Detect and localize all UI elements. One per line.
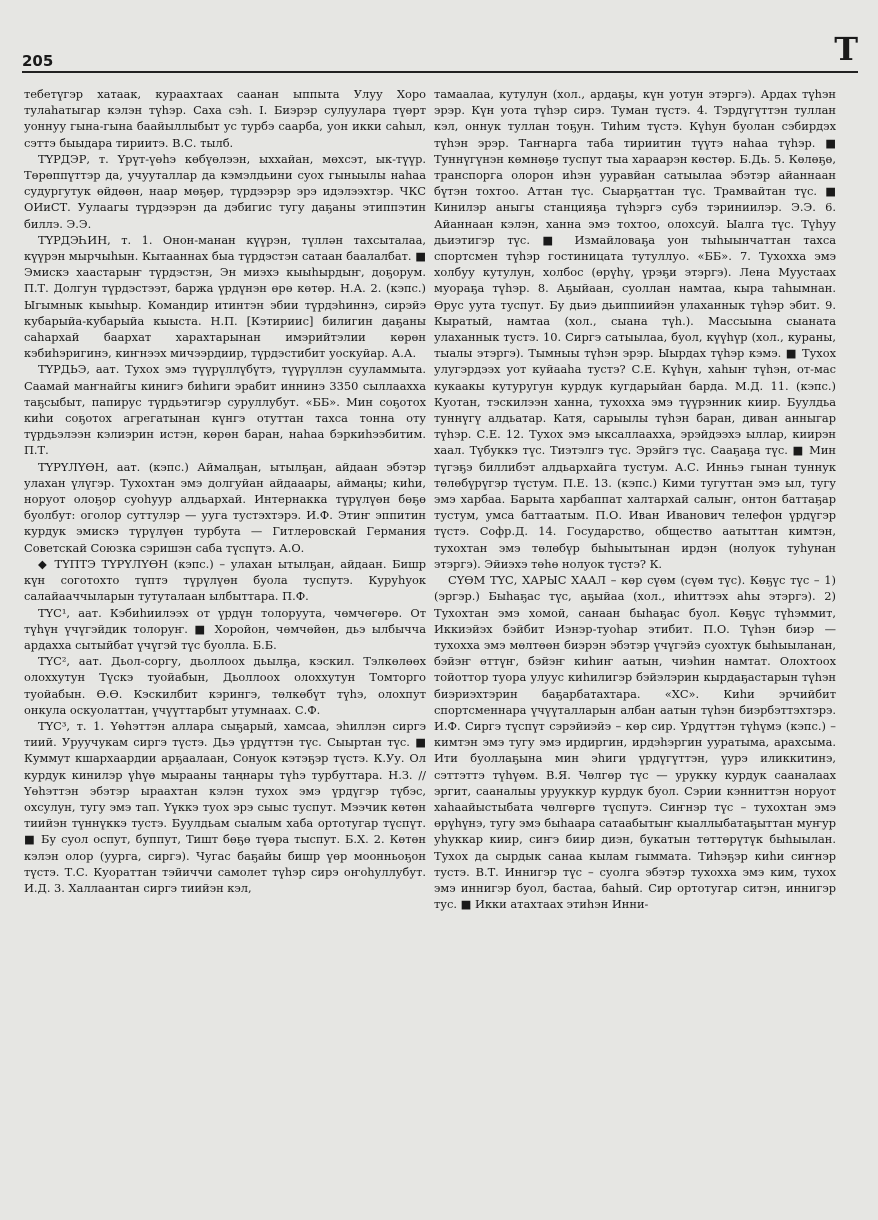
page-number: 205 bbox=[22, 52, 54, 70]
entry-continuation: тебетүгэр хатаак, кураахтаах саанан ыппыта Улуу Хоро тулаһатыгар кэлэн түһэр. Саха сэһ. I. Биэрэр сулуулара түөрт уоннуу гына-гына баайыллыбыт ус турбэ саарба, уон икки саһыл, сэттэ быыдара тириитэ. В.С. тылб. bbox=[24, 87, 426, 150]
entry-tus-3: ТҮС³, т. 1. Үөһэттэн аллара сыҕарый, хамсаа, эһиллэн сиргэ тиий. Уруучукам сиргэ түстэ. Дьэ үрдүттэн түс. Сыыртан түс. ■ Куммут кшархаардии арҕаалаан, Сонуок кэтэҕэр түстэ. К.Уу. Ол курдук кинилэр үһүө мырааны таңнары түһэ турбуттара. Н.З. // Үөһэттэн эбэтэр ыраахтан кэлэн тухох эмэ үрдүгэр түбэс, охсулун, тугу эмэ тап. Үүккэ туох эрэ сыыс туспут. Мээчик көтөн тиийэн түннүккэ тустэ. Буулдьам сыалым хаба ортотугар түспүт. ■ Бу суол оспут, буппут, Тишт бөҕө түөра тыспут. Б.Х. 2. Көтөн кэлэн олор (уурга, сиргэ). Чугас баҕайы бишр үөр моонньоҕон түстэ. Т.С. Куораттан тэйиччи самолет түһэр сирэ оҥоһуллубут. И.Д. 3. Халлаантан сиргэ тиийэн кэл, bbox=[24, 718, 426, 895]
right-column bbox=[434, 86, 836, 912]
entry-tupte-turuluon: ◆ ТҮПТЭ ТҮРҮЛҮӨН (кэпс.) – улахан ытылҕан, айдаан. Бишр күн соготохто түптэ түрүлүөн буола туспутэ. Куруһуок салайааччыларын тутуталаан ылбыттара. П.Ф. bbox=[24, 556, 426, 604]
left-column bbox=[24, 86, 426, 896]
entry-turdye: ТҮРДЬЭ, аат. Тухох эмэ түүрүллүбүтэ, түүрүллэн сууламмыта. Саамай маҥнайгы кинигэ биһиги эрабит иннинэ 3350 сыллаахха таҕсыбыт, папирус түрдьэтигэр суруллубут. «ББ». Мин соҕотох киһи соҕотох агрегатынан күнгэ отуттан тахса тонна оту түрдьэлээн кэлиэрин истэн, көрөн баран, наһаа бэркиһээбитим. П.Т. bbox=[24, 362, 426, 458]
page-header bbox=[22, 30, 858, 72]
entry-turdehin: ТҮРДЭҺИН, т. 1. Онон-манан күүрэн, түллән тахсыталаа, күүрэн мырчыһын. Кытааннах быа түрдэстэн сатаан баалалбат. ■ Эмискэ хаастарыҥ түрдэстэн, Эн миэхэ кыыһырдыҥ, доҕорум. П.Т. Долгун түрдэстээт, баржа үрдүнэн өрө көтөр. Н.А. 2. (кэпс.) Ыгымнык кыыһыр. Командир итинтэн эбии түрдэһиннэ, сирэйэ кубарыйа-кубарыйа кыыста. Н.П. [Кэтириис] билигин даҕаны саһархай баархат харахтарынан имэрийтэлии көрөн кэбиһэригинэ, киҥнээх мичээрдиир, түрдэстибит уоскуйар. А.А. bbox=[24, 232, 426, 361]
section-letter: Т bbox=[834, 30, 858, 68]
entry-phrases: СҮӨМ ТҮС, ХАРЫС ХААЛ – көр сүөм (сүөм түс). Көҕүс түс – 1) (эргэр.) Быһаҕас түс, аҕыйаа (хол., иһиттээх аһы этэргэ). 2) Тухохтан эмэ хомой, санаан быһаҕас буол. Көҕүс түһэммит, Иккиэйэх бэйбит Иэнэр-туоһар этибит. П.О. Түһэн биэр — тухохха эмэ мөлтөөн биэрэн эбэтэр үчүгэйэ суохтук быһыыланан, бэйэҥ өттүҥ, бэйэҥ киһиҥ аатын, чиэһин намтат. Олохтоох тойоттор туора улуус киһилигэр бэйэлэрин кырдаҕастарын түһэн биэриэхтэрин баҕарбатахтара. «ХС». Киһи эрчийбит спортсменнара үчүүталларын албан аатын түһэн биэрбэттэхтэрэ. И.Ф. Сиргэ түспүт сэрэйиэйэ – көр сир. Үрдүттэн түһүмэ (кэпс.) – кимтэн эмэ тугу эмэ ирдиргин, ирдэһэргин ууратыма, арахсыма. Ити буоллаҕына мин эһиги үрдүгүттэн, үурэ иликкитинэ, сэттэттэ түһүөм. В.Я. Чөлгөр түс — урукку курдук сааналаах эргит, сааналыы урууккур курдук буол. Сэрии кэнниттэн норуот хаһаайыстыбата чөлгөргө түспутэ. Сиҥнэр түс – тухохтан эмэ өрүһүнэ, тугу эмэ быһаара сатаабытыҥ кыаллыбатаҕыттан муҥур уһуккар киир, сиҥэ биир диэн, букатын төттөрүтүк быһыылан. Тухох да сырдык санаа кылам гыммата. Тиһэҕэр киһи сиҥнэр тустэ. В.Т. Иннигэр түс – суолга эбэтэр тухохха эмэ ким, тухох эмэ иннигэр буол, бастаа, баһый. Сир ортотугар ситэн, иннигэр тус. ■ Икки атахтаах этиһэн Инни- bbox=[434, 573, 836, 912]
entry-tus-1: ТҮС¹, аат. Кэбиһиилээх от үрдүн толоруута, чөмчөгөрө. От түһүн үчүгэйдик толоруҥ. ■ Хоройон, чөмчөйөн, дьэ ылбычча ардахха сытыйбат үчүгэй түс буолла. Б.Б. bbox=[24, 605, 426, 652]
entry-tus-2: ТҮС², аат. Дьол-соргу, дьоллоох дьылҕа, кэскил. Тэлкөлөөх олоххутун Түскэ туойабын, Дьоллоох олоххутун Томторго туойабын. Ө.Ө. Кэскилбит кэрингэ, төлкөбүт түһэ, олохпут онкула оскуолаттан, үчүүттарбыт утумнаах. С.Ф. bbox=[24, 654, 426, 717]
entry-tus-3-continued: тамаалаа, кутулун (хол., ардаҕы, күн уотун этэргэ). Ардах түһэн эрэр. Күн уота түһэр сирэ. Туман түстэ. 4. Тэрдүгүттэн туллан кэл, оннук туллан тоҕун. Тиһим түстэ. Күһун буолан сэбирдэх түһэн эрэр. Таҥнарга таба тириитин түүтэ наһаа түһэр. ■ Туннүгүнэн көмнөҕө туспут тыа хараарэн көстөр. Б.Дь. 5. Көлөҕө, транспорга олорон иһэн ууравйан сатыылаа эбэтэр айаннаан бүтэн тохтоо. Аттан түс. Сыарҕаттан түс. Трамвайтан түс. ■ Кинилэр аныгы станцияҕа түһэргэ субэ тэриниилэр. Э.Э. 6. Айаннаан кэлэн, ханна эмэ тохтоо, олохсуй. Ыалга түс. Түһуу дьиэтигэр түс. ■ Измайловаҕа уон тыһыынчаттан тахса спортсмен түһэр гостиницата тутуллуо. «ББ». 7. Тухохха эмэ холбуу кутулун, холбос (өрүһү, үрэҕи этэргэ). Лена Муустаах муораҕа түһэр. 8. Аҕыйаан, суоллан намтаа, кыра таһымнан. Өрус уута туспут. Бу дьиэ дьиппиийэн улаханнык түһэр эбит. 9. Кыратый, намтаа (хол., сыана түһ.). Массыына сыаната улаханнык тустэ. 10. Сиргэ сатыылаа, буол, күүһүр (хол., кураны, тыалы этэргэ). Тымныы түһэн эрэр. Ыырдах түһэр кэмэ. ■ Тухох улугэрдээх уот куйааһа тустэ? С.Е. Күһүн, хаһыҥ түһэн, от-мас кукаакы кутуругун курдук кугдарыйан барда. М.Д. 11. (кэпс.) Куотан, тэскилээн ханна, тухохха эмэ түүрэнник киир. Буулдьа туннүгү алдьатар. Катя, сарыылы түһэн баран, диван анныгар түһэр. С.Е. 12. Тухох эмэ ыксаллаахха, эрэйдээхэ ыллар, киирэн хаал. Түбуккэ түс. Тиэтэлгэ түс. Эрэйгэ түс. Сааҕаҕа түс. ■ Мин түгэҕэ биллибэт алдьархайга тустум. А.С. Инньэ гынан туннук төлөбүрүгэр түстум. П.Е. 13. (кэпс.) Кими тугуттан эмэ ыл, тугу эмэ харбаа. Барыта харбаппат халтархай салыҥ, онтон баттаҕар тустум, умса баттаатым. П.О. Иван Иванович телефон үрдүгэр түстэ. Софр.Д. 14. Государство, общество аатыттан кимтэн, тухохтан эмэ төлөбүр быһыытынан ирдэн (нолуок туһунан этэргэ). Эйиэхэ төһө нолуок түстэ? К. bbox=[434, 87, 836, 571]
entry-turder: ТҮРДЭР, т. Үрүт-үөһэ көбүөлээн, ыххайан, мөхсэт, ык-түүр. Төрөппүттэр да, учууталлар да кэмэлдьини суох гыныылы наһаа судургутук өйдөөн, наар мөҕөр, түрдээрэр эрэ идэлээхтэр. ЧКС ОИиСТ. Уулаагы түрдээрэн да дэбигис тугу даҕаны этиппэтин биллэ. Э.Э. bbox=[24, 151, 426, 231]
entry-turuluon: ТҮРҮЛҮӨН, аат. (кэпс.) Аймалҕан, ытылҕан, айдаан эбэтэр улахан үлүгэр. Тухохтан эмэ долгуйан айдааары, аймаңы; киһи, норуот олоҕор суоһуур алдьархай. Интернакка түрүлүөн бөҕө буолбут: оголор суттулэр — ууга тустэхтэрэ. И.Ф. Этиҥ эппитин курдук эмискэ түрүлүөн турбута — Гитлеровскай Германия Советскай Союзка сэришэн саба түспүтэ. А.О. bbox=[24, 459, 426, 555]
header-rule bbox=[22, 71, 858, 73]
